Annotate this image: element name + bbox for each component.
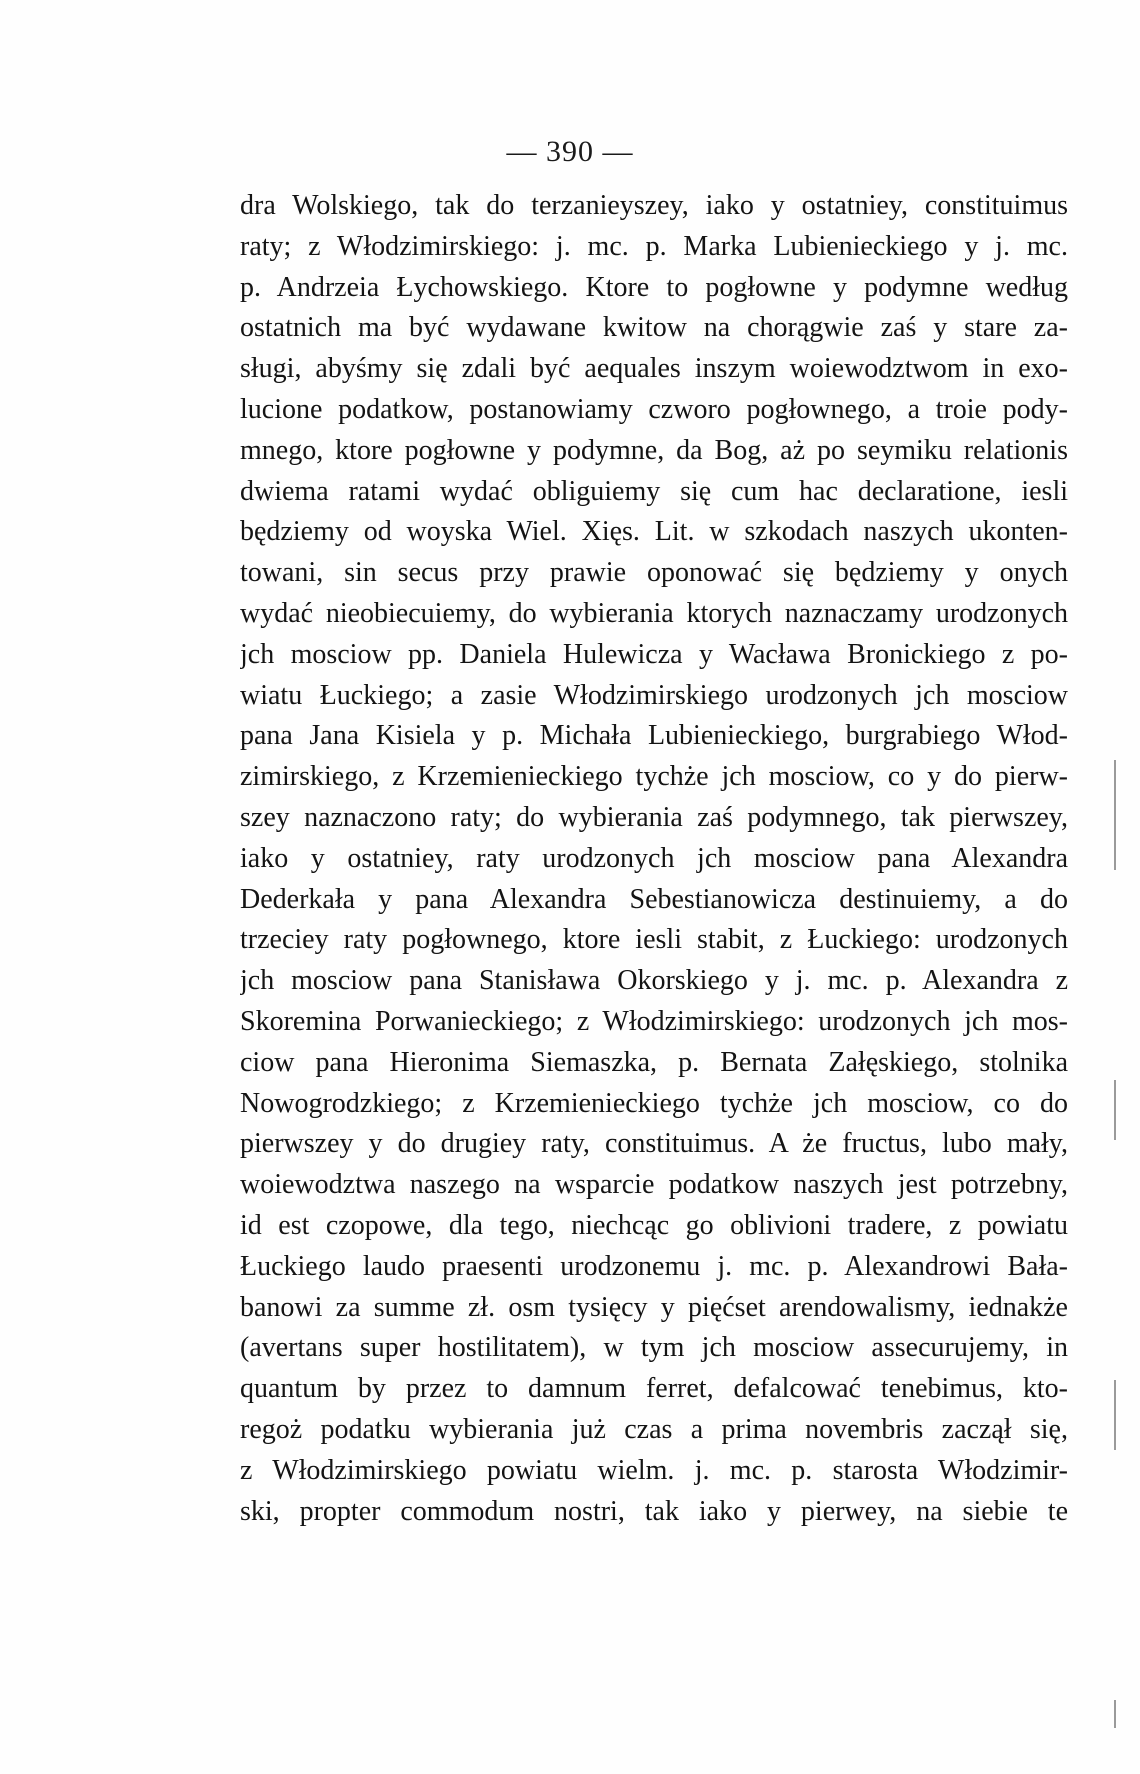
text-line: ostatnich ma być wydawane kwitow na chorągwie zaś y stare za- <box>240 312 1068 344</box>
body-text <box>240 186 1068 1532</box>
text-line: z Włodzimirskiego powiatu wielm. j. mc. p. starosta Włodzimir- <box>240 1454 1068 1486</box>
text-line: zimirskiego, z Krzemienieckiego tychże jch mosciow, co y do pierw- <box>240 761 1068 793</box>
text-line: jch mosciow pana Stanisława Okorskiego y j. mc. p. Alexandra z <box>240 965 1068 997</box>
text-line: iako y ostatniey, raty urodzonych jch mosciow pana Alexandra <box>240 842 1068 874</box>
text-line: wiatu Łuckiego; a zasie Włodzimirskiego urodzonych jch mosciow <box>240 679 1068 711</box>
page-number: — 390 — <box>506 135 634 168</box>
text-line: regoż podatku wybierania już czas a prima novembris zaczął się, <box>240 1413 1068 1445</box>
text-line: pierwszey y do drugiey raty, constituimus. A że fructus, lubo mały, <box>240 1128 1068 1160</box>
margin-mark <box>1114 1080 1116 1140</box>
text-line: Łuckiego laudo praesenti urodzonemu j. mc. p. Alexandrowi Bała- <box>240 1250 1068 1282</box>
text-line: banowi za summe zł. osm tysięcy y pięćset arendowalismy, iednakże <box>240 1291 1068 1323</box>
text-line: wydać nieobiecuiemy, do wybierania ktorych naznaczamy urodzonych <box>240 597 1068 629</box>
margin-mark <box>1114 760 1116 870</box>
text-line: woiewodztwa naszego na wsparcie podatkow naszych jest potrzebny, <box>240 1169 1068 1201</box>
text-line: będziemy od woyska Wiel. Xięs. Lit. w szkodach naszych ukonten- <box>240 516 1068 548</box>
text-line: id est czopowe, dla tego, niechcąc go oblivioni tradere, z powiatu <box>240 1209 1068 1241</box>
text-line: Nowogrodzkiego; z Krzemienieckiego tychże jch mosciow, co do <box>240 1087 1068 1119</box>
text-line: trzeciey raty pogłownego, ktore iesli stabit, z Łuckiego: urodzonych <box>240 924 1068 956</box>
text-line: towani, sin secus przy prawie oponować się będziemy y onych <box>240 557 1068 589</box>
text-line: szey naznaczono raty; do wybierania zaś podymnego, tak pierwszey, <box>240 801 1068 833</box>
text-line: dwiema ratami wydać obliguiemy się cum hac declaratione, iesli <box>240 475 1068 507</box>
margin-mark <box>1114 1700 1116 1728</box>
text-line: ski, propter commodum nostri, tak iako y pierwey, na siebie te <box>240 1495 1068 1527</box>
text-line: Dederkała y pana Alexandra Sebestianowicza destinuiemy, a do <box>240 883 1068 915</box>
text-line: p. Andrzeia Łychowskiego. Ktore to pogłowne y podymne według <box>240 271 1068 303</box>
text-line: raty; z Włodzimirskiego: j. mc. p. Marka Lubienieckiego y j. mc. <box>240 230 1068 262</box>
text-line: pana Jana Kisiela y p. Michała Lubienieckiego, burgrabiego Włod- <box>240 720 1068 752</box>
text-line: ciow pana Hieronima Siemaszka, p. Bernata Załęskiego, stolnika <box>240 1046 1068 1078</box>
text-line: dra Wolskiego, tak do terzanieyszey, iako y ostatniey, constituimus <box>240 190 1068 221</box>
text-line: sługi, abyśmy się zdali być aequales inszym woiewodztwom in exo- <box>240 353 1068 385</box>
text-line: Skoremina Porwanieckiego; z Włodzimirskiego: urodzonych jch mos- <box>240 1005 1068 1037</box>
text-line: jch mosciow pp. Daniela Hulewicza y Wacława Bronickiego z po- <box>240 638 1068 670</box>
text-line: mnego, ktore pogłowne y podymne, da Bog, aż po seymiku relationis <box>240 434 1068 466</box>
text-line: (avertans super hostilitatem), w tym jch mosciow assecurujemy, in <box>240 1332 1068 1364</box>
text-line: quantum by przez to damnum ferret, defalcować tenebimus, kto- <box>240 1373 1068 1405</box>
text-line: lucione podatkow, postanowiamy czworo pogłownego, a troie pody- <box>240 393 1068 425</box>
margin-mark <box>1114 1380 1116 1450</box>
